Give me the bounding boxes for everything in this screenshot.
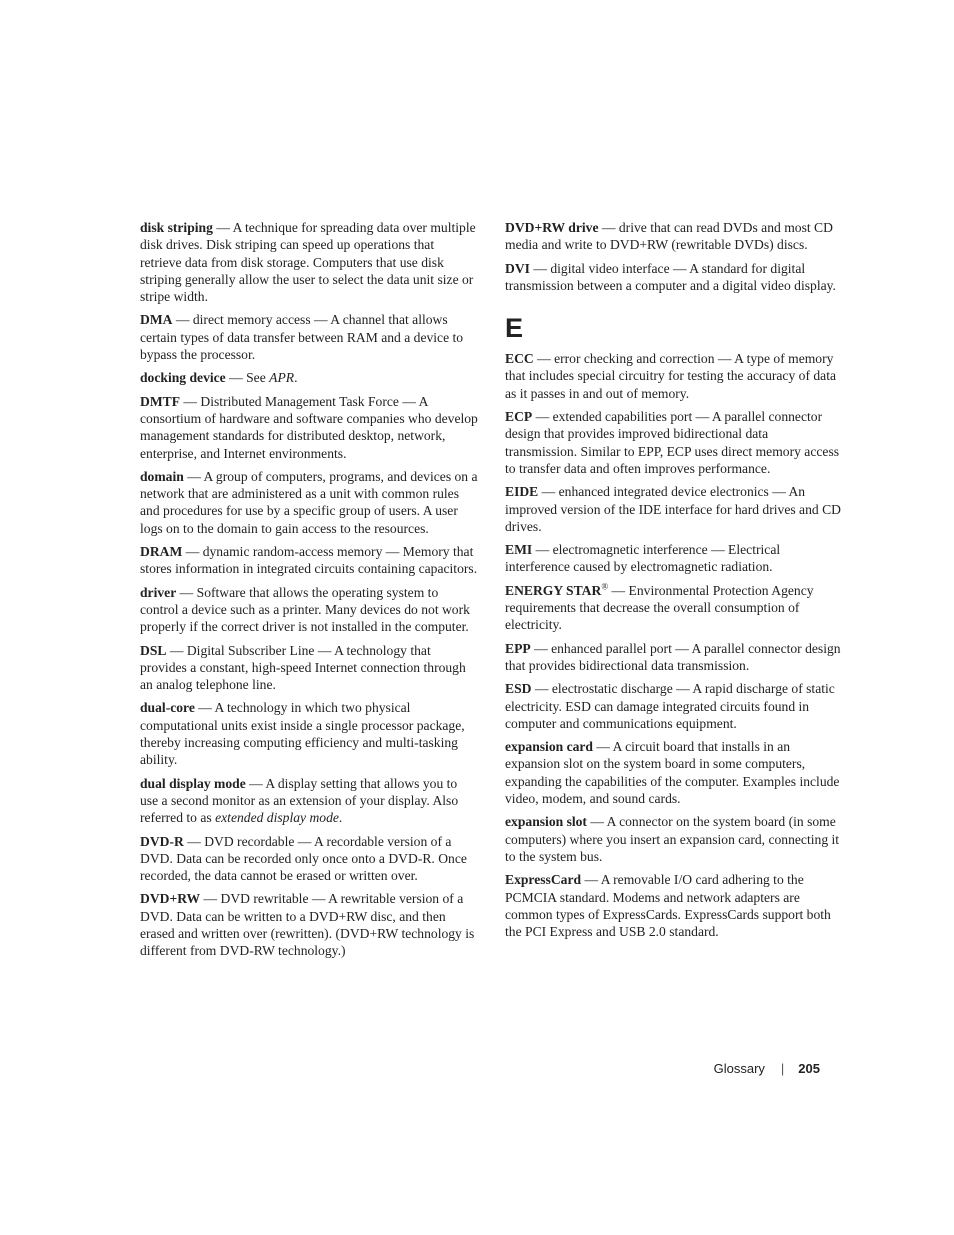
glossary-definition: enhanced parallel port — A parallel connector design that provides bidirectional data transmission. — [505, 640, 841, 673]
glossary-entry — [505, 408, 841, 477]
right-entries-bottom — [505, 350, 841, 940]
term-separator: — — [172, 312, 193, 328]
term-separator: — — [225, 370, 247, 386]
term-separator: — — [530, 640, 552, 656]
glossary-definition: A group of computers, programs, and devices on a network that are administered as a unit with common rules and procedures for use by a specific group of users. A user logs on to the domain to gain access to the resources. — [140, 468, 478, 536]
term-separator: — — [176, 584, 197, 600]
glossary-term: DVD+RW — [140, 891, 201, 907]
glossary-term: DSL — [140, 642, 167, 658]
glossary-term: DMA — [140, 312, 173, 328]
glossary-term: DVI — [505, 260, 530, 276]
page-footer — [0, 1061, 820, 1076]
glossary-definition: A technology in which two physical computational units exist inside a single processor package, thereby increasing computing efficiency and multi-tasking ability. — [140, 700, 465, 768]
term-separator: — — [608, 582, 629, 598]
glossary-entry — [140, 543, 478, 578]
glossary-definition: error checking and correction — A type of memory that includes special circuitry for testing the accuracy of data as it passes in and out of memory. — [505, 351, 837, 401]
glossary-term: DMTF — [140, 393, 181, 409]
term-separator: — — [200, 891, 221, 907]
glossary-definition: Distributed Management Task Force — A consortium of hardware and software companies who develop management standards for distributed desktop, network, enterprise, and Internet environments. — [140, 393, 478, 461]
glossary-term: domain — [140, 468, 184, 484]
glossary-term: DRAM — [140, 544, 183, 560]
glossary-entry — [505, 813, 841, 865]
term-separator: — — [593, 739, 613, 755]
glossary-entry — [505, 483, 841, 535]
glossary-term: ECP — [505, 409, 533, 425]
glossary-entry — [140, 699, 478, 768]
term-separator: — — [532, 542, 553, 558]
term-separator: — — [538, 484, 559, 500]
glossary-term: disk striping — [140, 220, 213, 235]
glossary-term: ExpressCard — [505, 872, 582, 888]
glossary-entry — [505, 871, 841, 940]
cross-reference: extended display mode — [215, 810, 339, 826]
term-separator: — — [532, 409, 553, 425]
glossary-term: EMI — [505, 542, 533, 558]
glossary-entry — [140, 775, 478, 827]
glossary-definition: digital video interface — A standard for digital transmission between a computer and a digital video display. — [505, 260, 836, 293]
glossary-entry — [140, 833, 478, 885]
glossary-entry — [140, 311, 478, 363]
glossary-term: dual display mode — [140, 775, 246, 791]
glossary-term: driver — [140, 584, 177, 600]
glossary-definition: Digital Subscriber Line — A technology that provides a constant, high-speed Internet connection through an analog telephone line. — [140, 642, 466, 693]
term-separator: — — [598, 220, 619, 235]
section-letter-heading: E — [505, 313, 524, 344]
glossary-definition: A circuit board that installs in an expansion slot on the system board in some computers, expanding the capabilities of the computer. Examples include video, modem, and sound cards. — [505, 739, 840, 807]
term-separator: — — [586, 814, 607, 830]
term-separator: — — [245, 775, 266, 791]
glossary-entry — [140, 219, 478, 305]
glossary-term: DVD+RW drive — [505, 220, 599, 235]
glossary-definition: Software that allows the operating system to control a device such as a printer. Many devices do not work properly if the correct driver is not installed in the computer. — [140, 584, 470, 635]
glossary-entry — [140, 890, 478, 959]
right-entries-top — [505, 219, 841, 294]
glossary-entry — [505, 582, 841, 634]
definition-end: . — [294, 370, 298, 386]
glossary-term: dual-core — [140, 700, 195, 716]
right-column — [505, 219, 841, 946]
glossary-definition: A display setting that allows you to use a second monitor as an extension of your display. Also referred to as — [140, 775, 459, 826]
footer-section-label: Glossary — [713, 1061, 765, 1076]
glossary-entry — [140, 584, 478, 636]
glossary-definition: extended capabilities port — A parallel connector design that provides improved bidirectional data transmission. Similar to EPP, ECP uses direct memory access to transfer data and often improves performance. — [505, 409, 840, 476]
glossary-definition: A technique for spreading data over multiple disk drives. Disk striping can speed up operations that retrieve data from disk storage. Computers that use disk striping generally allow the user to select the data unit size or stripe width. — [140, 220, 476, 305]
glossary-term: expansion card — [505, 739, 593, 755]
glossary-definition: drive that can read DVDs and most CD media and write to DVD+RW (rewritable DVDs) discs. — [505, 220, 833, 253]
glossary-definition: electromagnetic interference — Electrical interference caused by electromagnetic radiation. — [505, 542, 781, 575]
glossary-entry — [505, 541, 841, 576]
glossary-entry — [140, 393, 478, 462]
term-separator: — — [182, 544, 203, 560]
glossary-definition: electrostatic discharge — A rapid discharge of static electricity. ESD can damage integrated circuits found in computer and communications equipment. — [505, 681, 835, 731]
glossary-definition: Environmental Protection Agency requirements that decrease the overall consumption of electricity. — [505, 582, 814, 633]
glossary-term: expansion slot — [505, 814, 587, 830]
glossary-definition: enhanced integrated device electronics — An improved version of the IDE interface for hard drives and CD drives. — [505, 484, 841, 534]
glossary-term: ECC — [505, 351, 534, 367]
glossary-term: DVD-R — [140, 833, 184, 849]
term-separator: — — [529, 260, 551, 276]
glossary-entry — [505, 680, 841, 732]
glossary-definition: See — [246, 370, 270, 386]
definition-end: . — [338, 810, 343, 826]
glossary-entry — [505, 260, 841, 295]
term-separator: — — [180, 393, 201, 409]
glossary-entry — [140, 468, 478, 537]
term-separator: — — [581, 872, 601, 888]
glossary-definition: A removable I/O card adhering to the PCMCIA standard. Modems and network adapters are common types of ExpressCards. ExpressCards support both the PCI Express and USB 2.0 standard. — [505, 872, 831, 940]
term-separator: — — [166, 642, 187, 658]
term-separator: — — [194, 700, 215, 716]
glossary-entry — [505, 640, 841, 675]
registered-mark: ® — [601, 581, 609, 592]
glossary-term: ESD — [505, 681, 532, 697]
term-separator: — — [533, 351, 555, 367]
term-separator: — — [183, 833, 205, 849]
glossary-definition: direct memory access — A channel that allows certain types of data transfer between RAM and a device to bypass the processor. — [140, 312, 464, 363]
glossary-definition: dynamic random-access memory — Memory that stores information in integrated circuits containing capacitors. — [140, 544, 478, 577]
cross-reference: APR — [269, 370, 295, 386]
glossary-definition: DVD rewritable — A rewritable version of a DVD. Data can be written to a DVD+RW disc, and then erased and written over (rewritten). (DVD+RW technology is different from DVD-RW technology.) — [140, 891, 475, 959]
page-number: 205 — [798, 1061, 820, 1076]
footer-divider: | — [780, 1061, 785, 1076]
glossary-definition: DVD recordable — A recordable version of a DVD. Data can be recorded only once onto a DVD-R. Once recorded, the data cannot be erased or written over. — [140, 833, 467, 884]
left-column — [140, 219, 478, 966]
glossary-entry — [140, 642, 478, 694]
glossary-term: docking device — [140, 370, 226, 386]
glossary-entry — [505, 738, 841, 807]
term-separator: — — [531, 681, 552, 697]
glossary-term: EIDE — [505, 484, 539, 500]
glossary-entry — [505, 219, 841, 254]
glossary-entry — [140, 369, 478, 386]
term-separator: — — [183, 468, 204, 484]
glossary-term: ENERGY STAR — [505, 582, 602, 598]
glossary-entry — [505, 350, 841, 402]
term-separator: — — [212, 220, 233, 235]
glossary-definition: A connector on the system board (in some computers) where you insert an expansion card, connecting it to the system bus. — [505, 814, 840, 864]
glossary-term: EPP — [505, 640, 531, 656]
